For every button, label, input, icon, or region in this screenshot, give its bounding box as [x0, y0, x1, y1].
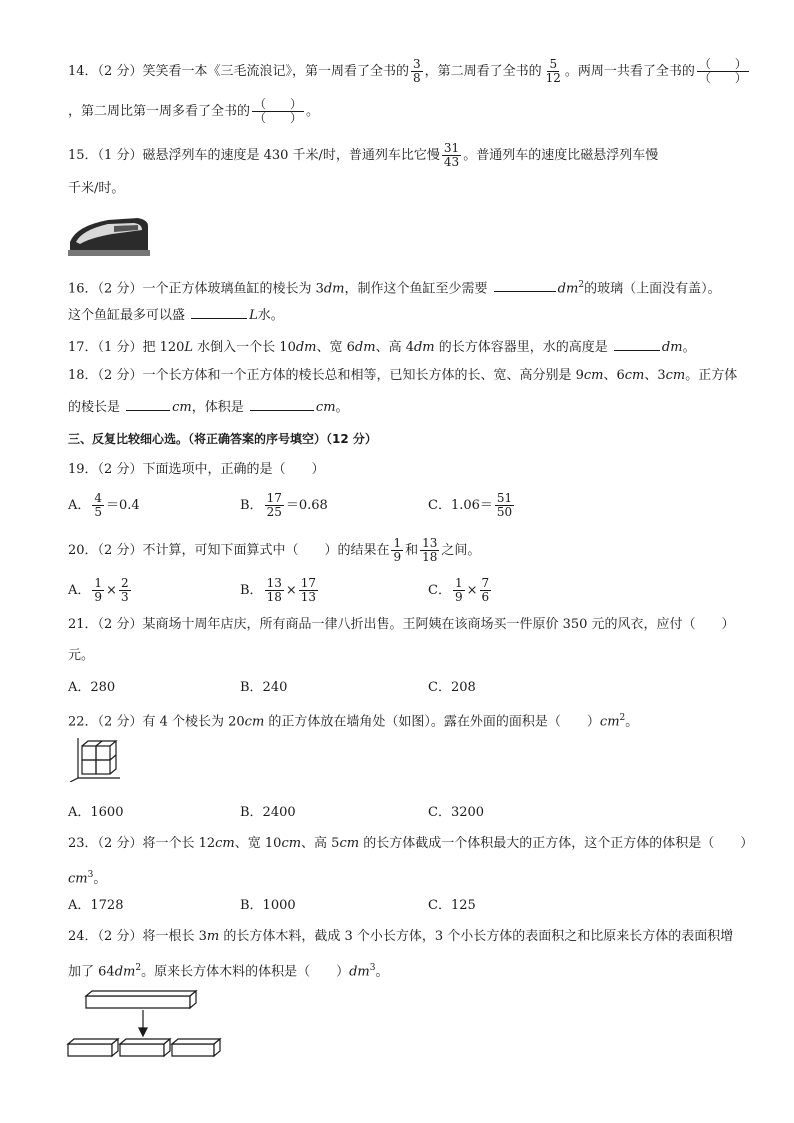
question-24-line-2 [68, 959, 389, 981]
fraction [299, 577, 318, 604]
question-19 [68, 461, 324, 479]
unit: cm [624, 368, 645, 383]
numerator: 1 [454, 576, 463, 590]
denominator-blank[interactable]: （ ） [254, 111, 303, 125]
question-text: 。正方体 [685, 368, 738, 383]
denominator: 12 [545, 71, 561, 85]
question-text: 和 [405, 543, 419, 558]
numerator: 17 [266, 491, 282, 505]
question-23-line-1 [68, 835, 753, 853]
question-18-line-1 [68, 367, 737, 385]
superscript: 2 [135, 963, 142, 973]
option-a[interactable] [68, 577, 133, 604]
option-a[interactable]: A．1600 [68, 805, 124, 820]
unit: cm [583, 368, 604, 383]
question-text: 的长方体容器里，水的高度是 [434, 340, 608, 355]
numerator: 7 [481, 576, 490, 590]
wood-cutting-figure [66, 988, 222, 1060]
numerator: 13 [422, 536, 438, 550]
unit: dm [413, 340, 435, 355]
question-text: ，第二周看了全书的 [424, 64, 542, 79]
question-text: 有 4 个棱长为 20 [142, 714, 245, 730]
question-text: 元。 [68, 648, 95, 663]
times-sign: × [466, 583, 478, 598]
question-number: 24．（2 分） [68, 929, 143, 944]
superscript: 3 [369, 963, 376, 973]
question-text: 。 [93, 871, 107, 887]
question-text: 加了 64 [68, 964, 115, 980]
fraction [119, 577, 131, 604]
numerator: 51 [496, 491, 513, 505]
times-sign: × [106, 583, 117, 598]
question-text: 的长方体截成一个体积最大的正方体，这个正方体的体积是（ ） [359, 836, 754, 851]
option-a[interactable]: A．1728 [68, 898, 124, 913]
denominator: 18 [266, 590, 282, 604]
option-b[interactable]: B．2400 [240, 805, 296, 820]
option-c[interactable]: C．208 [428, 680, 476, 695]
question-text: 。 [375, 964, 389, 980]
question-number: 14．（2 分） [68, 64, 143, 79]
option-c[interactable] [428, 492, 516, 519]
answer-blank[interactable] [191, 305, 247, 319]
denominator: 18 [422, 550, 438, 564]
question-text: 的长方体木料，截成 3 个小长方体，3 个小长方体的表面积之和比原来长方体的表面积增 [219, 929, 734, 944]
question-text: 水。 [257, 308, 284, 323]
option-text: 1.06＝ [450, 498, 493, 513]
fraction [265, 577, 284, 604]
question-text: 磁悬浮列车的速度是 430 千米/时，普通列车比它慢 [142, 148, 440, 163]
section-3-heading: 三、反复比较细心选。（将正确答案的序号填空）（12 分） [68, 432, 377, 446]
answer-blank-fraction[interactable] [697, 58, 749, 85]
question-16-line-2 [68, 305, 284, 325]
option-label: A． [68, 583, 91, 598]
denominator-blank[interactable]: （ ） [698, 71, 747, 85]
question-24-line-1 [68, 928, 733, 946]
question-17 [68, 337, 696, 357]
numerator: 17 [300, 576, 317, 590]
answer-blank[interactable] [614, 337, 660, 351]
denominator: 50 [496, 505, 513, 519]
unit: cm [339, 836, 360, 851]
question-14-line-2 [68, 98, 319, 125]
option-text: ＝0.4 [106, 498, 140, 513]
option-b[interactable] [240, 577, 320, 604]
option-c[interactable] [428, 577, 493, 604]
option-c[interactable]: C．125 [428, 898, 476, 913]
unit: dm [349, 964, 370, 980]
option-label: A． [68, 498, 91, 513]
unit: dm [295, 340, 317, 355]
denominator: 9 [393, 550, 402, 564]
unit: cm [281, 836, 302, 851]
unit: dm [557, 281, 579, 297]
question-20 [68, 537, 480, 564]
numerator: 2 [120, 576, 129, 590]
option-c[interactable]: C．3200 [428, 805, 485, 820]
fraction [265, 492, 284, 519]
question-text: ，体积是 [191, 400, 244, 415]
fraction [544, 58, 563, 85]
question-text: 、高 5 [301, 836, 340, 851]
unit: cm [665, 368, 686, 383]
unit: cm [599, 714, 620, 730]
option-b[interactable]: B．240 [240, 680, 288, 695]
numerator: 31 [443, 141, 460, 155]
denominator: 13 [300, 590, 317, 604]
maglev-train-image [68, 212, 150, 256]
unit: cm [215, 836, 235, 851]
question-number: 23．（2 分） [68, 836, 143, 851]
option-text: ＝0.68 [285, 498, 328, 513]
question-text: 。 [625, 714, 639, 730]
unit: L [249, 308, 258, 323]
question-14-line-1 [68, 58, 751, 85]
question-21-line-2 [68, 647, 94, 665]
question-text: 、高 4 [375, 340, 414, 355]
denominator: 5 [94, 505, 103, 519]
unit: dm [323, 281, 345, 297]
option-label: C． [428, 498, 451, 513]
question-21-line-1 [68, 616, 735, 634]
question-number: 20．（2 分） [68, 543, 143, 558]
answer-blank[interactable] [250, 397, 314, 411]
question-text: 的正方体放在墙角处（如图）。露在外面的面积是（ ） [264, 714, 600, 730]
question-number: 18．（2 分） [68, 368, 143, 383]
fraction [92, 577, 104, 604]
unit: cm [68, 871, 88, 887]
question-number: 15．（1 分） [68, 148, 143, 163]
question-number: 17．（1 分） [68, 340, 143, 355]
question-number: 22．（2 分） [68, 714, 143, 730]
numerator: 3 [412, 57, 421, 71]
answer-blank[interactable] [494, 278, 556, 292]
option-b[interactable] [240, 492, 328, 519]
question-text: 某商场十周年店庆，所有商品一律八折出售。王阿姨在该商场买一件原价 350 元的风衣，应付（ ） [142, 617, 735, 632]
fraction [92, 492, 104, 519]
corner-cubes-figure [68, 738, 122, 782]
denominator: 3 [120, 590, 129, 604]
option-a[interactable] [68, 492, 140, 519]
question-text: 不计算，可知下面算式中（ ）的结果在 [142, 543, 390, 558]
answer-blank-fraction[interactable] [252, 98, 304, 125]
option-label: B． [240, 498, 263, 513]
question-text: 。普通列车的速度比磁悬浮列车慢 [463, 148, 659, 163]
times-sign: × [285, 583, 297, 598]
question-text: 。 [682, 340, 696, 355]
fraction [420, 537, 439, 564]
question-text: 、6 [603, 368, 625, 383]
denominator: 9 [94, 590, 103, 604]
question-text: 一个正方体玻璃鱼缸的棱长为 3 [142, 281, 324, 297]
numerator: 5 [549, 57, 558, 71]
question-text: 。 [335, 400, 349, 415]
denominator: 6 [481, 590, 490, 604]
unit: m [206, 929, 220, 944]
fraction [391, 537, 403, 564]
option-label: B． [240, 583, 263, 598]
question-22 [68, 709, 638, 731]
question-text: ，第二周比第一周多看了全书的 [68, 104, 251, 119]
fraction [480, 577, 492, 604]
fraction [495, 492, 514, 519]
numerator: 1 [94, 576, 103, 590]
question-text: 、宽 10 [234, 836, 282, 851]
question-number: 16．（2 分） [68, 281, 143, 297]
question-text: 笑笑看一本《三毛流浪记》，第一周看了全书的 [142, 64, 409, 79]
unit: cm [172, 400, 192, 415]
question-text: ，制作这个鱼缸至少需要 [344, 281, 488, 297]
question-text: 、宽 6 [316, 340, 355, 355]
answer-blank[interactable] [126, 397, 170, 411]
superscript: 3 [87, 870, 94, 880]
superscript: 2 [578, 280, 585, 290]
question-number: 19．（2 分） [68, 462, 143, 477]
question-text: 将一个长 12 [142, 836, 216, 851]
question-text: 。两周一共看了全书的 [564, 64, 695, 79]
question-text: 、3 [644, 368, 666, 383]
option-a[interactable]: A．280 [68, 680, 116, 695]
unit: dm [114, 964, 136, 980]
question-16-line-1 [68, 276, 721, 298]
unit: dm [354, 340, 376, 355]
denominator: 8 [412, 71, 421, 85]
denominator: 25 [266, 505, 282, 519]
unit: dm [661, 340, 683, 355]
question-number: 21．（2 分） [68, 617, 143, 632]
numerator: 13 [266, 576, 282, 590]
unit: L [184, 340, 194, 355]
question-text: 这个鱼缸最多可以盛 [68, 308, 186, 323]
option-label: C． [428, 583, 451, 598]
question-text: 将一根长 3 [142, 929, 207, 944]
unit: cm [315, 400, 336, 415]
question-text: 。 [306, 104, 320, 119]
question-text: 一个长方体和一个正方体的棱长总和相等，已知长方体的长、宽、高分别是 9 [142, 368, 584, 383]
question-18-line-2 [68, 397, 349, 417]
question-15-line-1 [68, 142, 658, 169]
question-text: 下面选项中，正确的是（ ） [142, 462, 325, 477]
fraction [411, 58, 423, 85]
question-text: 水倒入一个长 10 [193, 340, 296, 355]
option-b[interactable]: B．1000 [240, 898, 296, 913]
numerator: 4 [94, 491, 103, 505]
numerator-blank[interactable]: （ ） [254, 97, 303, 111]
question-15-line-2 [68, 180, 124, 198]
question-text: 的玻璃（上面没有盖）。 [584, 281, 721, 297]
fraction [442, 142, 461, 169]
denominator: 43 [443, 155, 460, 169]
question-23-line-2 [68, 866, 106, 888]
numerator-blank[interactable]: （ ） [698, 57, 747, 71]
numerator: 1 [393, 536, 402, 550]
fraction [453, 577, 465, 604]
unit: cm [244, 714, 265, 730]
question-text: 千米/时。 [68, 181, 125, 196]
question-text: 之间。 [441, 543, 481, 558]
superscript: 2 [619, 713, 626, 723]
denominator: 9 [454, 590, 463, 604]
question-text: 把 120 [142, 340, 185, 355]
question-text: 的棱长是 [68, 400, 121, 415]
question-text: 。原来长方体木料的体积是（ ） [141, 964, 350, 980]
